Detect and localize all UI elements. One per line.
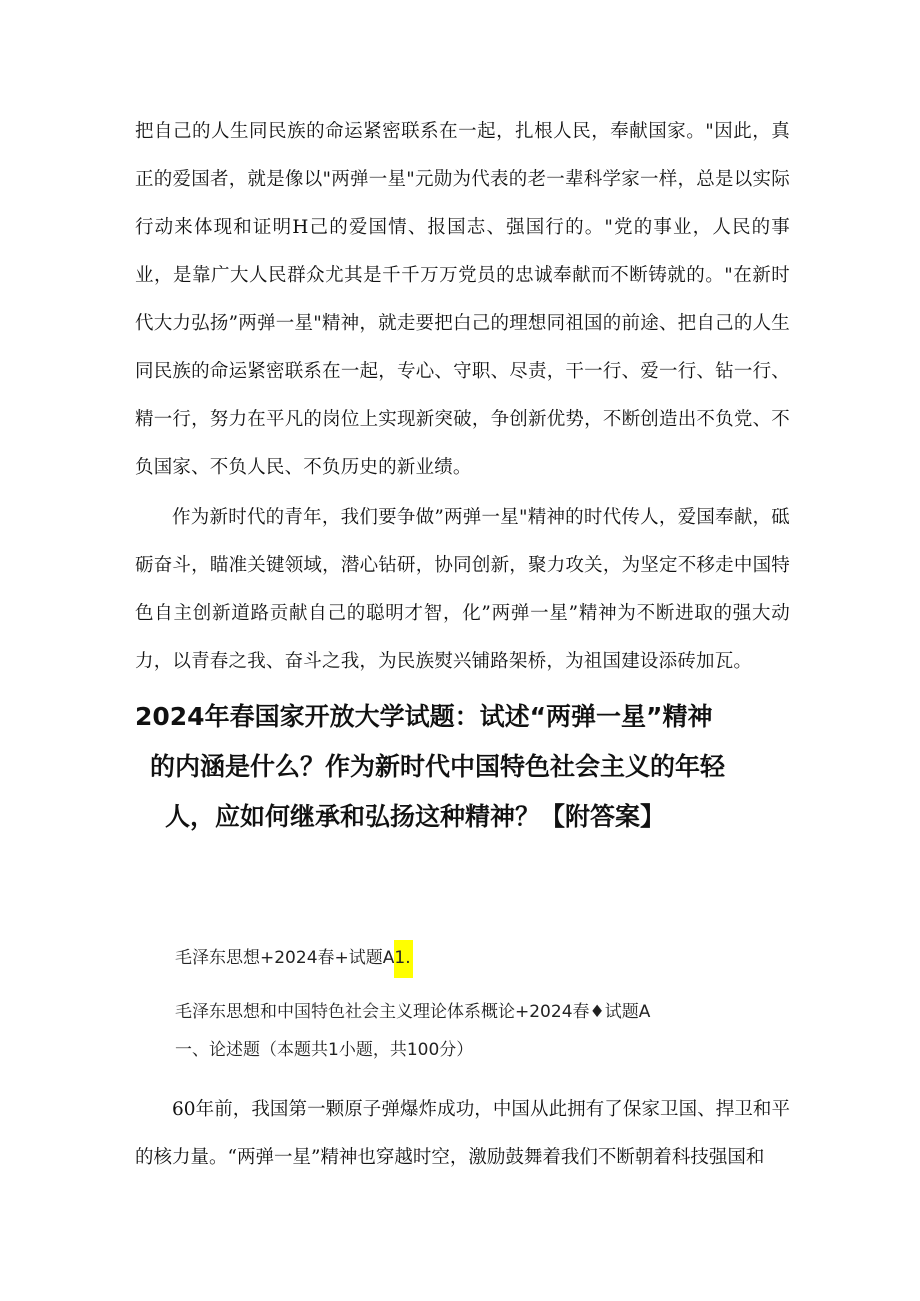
course-short-text: 毛泽东思想+2024春+试题A <box>175 948 395 968</box>
question-paragraph: 60年前，我国第一颗原子弹爆炸成功，中国从此拥有了保家卫国、捍卫和平的核力量。“两弹一星”精神也穿越时空，激励鼓舞着我们不断朝着科技强国和 <box>135 1099 790 1168</box>
document-title <box>135 692 795 842</box>
title-line-3: 人，应如何继承和弘扬这种精神？【附答案】 <box>165 802 666 831</box>
title-line-2: 的内涵是什么？作为新时代中国特色社会主义的年轻 <box>150 752 726 781</box>
highlighted-text: 1. <box>394 940 412 978</box>
body-paragraph-1: 把自己的人生同民族的命运紧密联系在一起，扎根人民，奉献国家。"因此，真正的爱国者，就是像以"两弹一星"元勋为代表的老一辈科学家一样，总是以实际行动来体现和证明H己的爱国情、报国志、强国行的。"党的事业，人民的事业，是靠广大人民群众尤其是千千万万党员的忠诚奉献而不断铸就的。"在新时代大力弘扬”两弹一星"精神，就走要把白己的理想同祖国的前途、把自己的人生同民族的命运紧密联系在一起，专心、守职、尽责，干一行、爱一行、钻一行、精一行，努力在平凡的岗位上实现新突破，争创新优势，不断创造出不负党、不负国家、不负人民、不负历史的新业绩。 <box>135 121 790 478</box>
title-line-1: 2024年春国家开放大学试题：试述“两弹一星”精神 <box>135 702 713 731</box>
body-paragraph-2: 作为新时代的青年，我们要争做”两弹一星"精神的时代传人，爱国奉献，砥砺奋斗，瞄准关键领域，潜心钻研，协同创新，聚力攻关，为坚定不移走中国特色自主创新道路贡献自己的聪明才智，化”两弹一星”精神为不断进取的强大动力，以青春之我、奋斗之我，为民族熨兴铺路架桥，为祖国建设添砖加瓦。 <box>135 507 790 672</box>
course-full-line: 毛泽东思想和中国特色社会主义理论体系概论+2024春♦试题A <box>175 1002 651 1022</box>
section-heading: 一、论述题（本题共1小题，共100分） <box>175 1040 474 1060</box>
course-short-line <box>175 943 795 973</box>
